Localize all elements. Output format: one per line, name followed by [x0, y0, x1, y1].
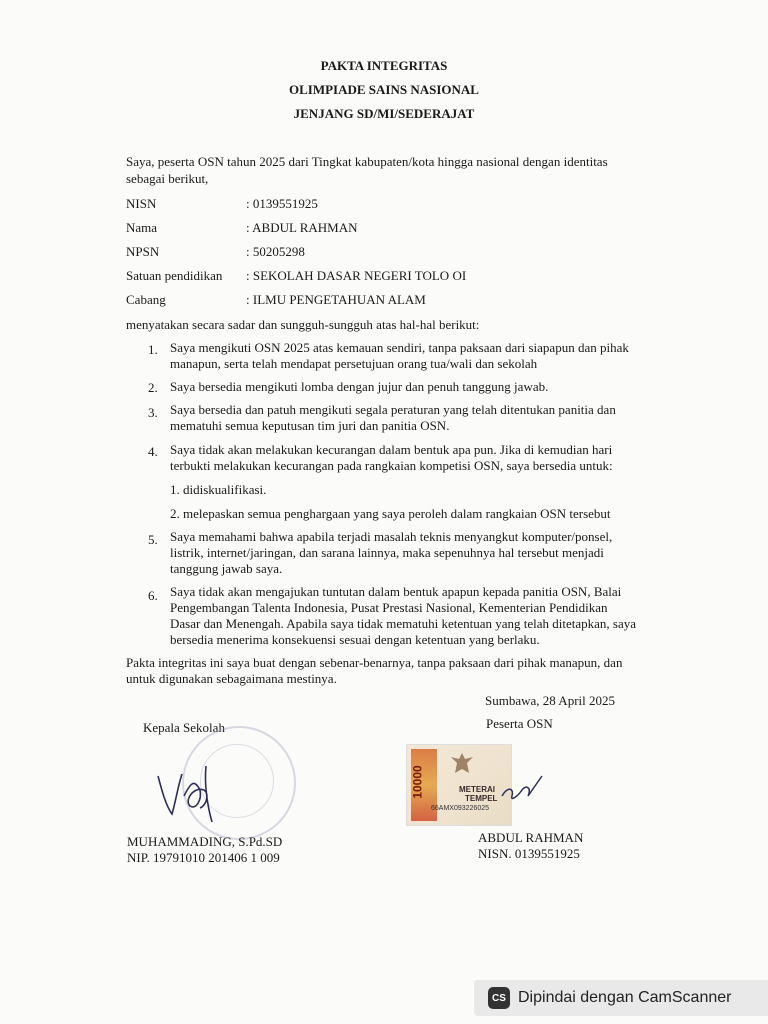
- point-number: 1.: [148, 342, 158, 357]
- participant-name: ABDUL RAHMAN: [478, 830, 584, 845]
- npsn-label: NPSN: [126, 244, 160, 259]
- npsn-value: : 50205298: [246, 244, 305, 259]
- point-6-line-4: bersedia menerima konsekuensi sesuai dengan ketentuan yang berlaku.: [170, 632, 540, 647]
- intro-line-1: Saya, peserta OSN tahun 2025 dari Tingkat kabupaten/kota hingga nasional dengan identitas: [126, 154, 608, 169]
- point-5-line-3: tanggung jawab saya.: [170, 561, 283, 576]
- declaration-line: menyatakan secara sadar dan sungguh-sungguh atas hal-hal berikut:: [126, 317, 480, 332]
- principal-role: Kepala Sekolah: [143, 720, 225, 735]
- nisn-value: : 0139551925: [246, 196, 318, 211]
- school-value: : SEKOLAH DASAR NEGERI TOLO OI: [246, 268, 467, 283]
- materai-label-2: TEMPEL: [465, 794, 498, 803]
- doc-title: PAKTA INTEGRITAS: [320, 58, 448, 73]
- point-4-line-2: terbukti melakukan kecurangan pada rangkaian kompetisi OSN, saya bersedia untuk:: [170, 458, 613, 473]
- principal-nip: NIP. 19791010 201406 1 009: [127, 850, 280, 865]
- doc-level: JENJANG SD/MI/SEDERAJAT: [293, 106, 475, 121]
- point-5-line-2: listrik, internet/jaringan, dan sarana lainnya, maka sepenuhnya hal tersebut menjadi: [170, 545, 604, 560]
- intro-line-2: sebagai berikut,: [126, 171, 209, 186]
- branch-label: Cabang: [126, 292, 166, 307]
- point-number: 4.: [148, 444, 158, 459]
- closing-line-1: Pakta integritas ini saya buat dengan sebenar-benarnya, tanpa paksaan dari pihak manapun, dan: [126, 655, 623, 670]
- point-6-line-1: Saya tidak akan mengajukan tuntutan dalam bentuk apapun kepada panitia OSN, Balai: [170, 584, 622, 599]
- materai-label: [459, 785, 497, 803]
- name-label: Nama: [126, 220, 158, 235]
- point-number: 2.: [148, 380, 158, 395]
- point-3-line-2: mematuhi semua keputusan tim juri dan panitia OSN.: [170, 418, 450, 433]
- place-date: Sumbawa, 28 April 2025: [485, 693, 615, 708]
- participant-signature: [498, 770, 558, 810]
- materai-serial: 66AMX093226025: [431, 805, 489, 812]
- camscanner-watermark: [474, 980, 768, 1016]
- point-2-line-1: Saya bersedia mengikuti lomba dengan jujur dan penuh tanggung jawab.: [170, 379, 549, 394]
- camscanner-text: Dipindai dengan CamScanner: [518, 989, 732, 1006]
- point-number: 5.: [148, 532, 158, 547]
- camscanner-icon: CS: [488, 987, 510, 1009]
- point-1-line-1: Saya mengikuti OSN 2025 atas kemauan sendiri, tanpa paksaan dari siapapun dan pihak: [170, 340, 629, 355]
- garuda-icon: [449, 751, 475, 779]
- principal-signature: [150, 756, 260, 826]
- principal-name: MUHAMMADING, S.Pd.SD: [127, 834, 283, 849]
- participant-role: Peserta OSN: [486, 716, 553, 731]
- subpoint-1: 1. didiskualifikasi.: [170, 482, 267, 497]
- nisn-label: NISN: [126, 196, 157, 211]
- point-5-line-1: Saya memahami bahwa apabila terjadi masalah teknis menyangkut komputer/ponsel,: [170, 529, 613, 544]
- point-6-line-2: Pengembangan Talenta Indonesia, Pusat Prestasi Nasional, Kementerian Pendidikan: [170, 600, 608, 615]
- materai-label-1: METERAI: [459, 785, 495, 794]
- name-value: : ABDUL RAHMAN: [246, 220, 358, 235]
- subpoint-2: 2. melepaskan semua penghargaan yang saya peroleh dalam rangkaian OSN tersebut: [170, 506, 611, 521]
- point-1-line-2: manapun, serta telah mendapat persetujuan orang tua/wali dan sekolah: [170, 356, 538, 371]
- point-number: 3.: [148, 405, 158, 420]
- doc-subtitle: OLIMPIADE SAINS NASIONAL: [289, 82, 479, 97]
- participant-nisn: NISN. 0139551925: [478, 846, 580, 861]
- materai-stamp: [406, 744, 512, 826]
- closing-line-2: untuk digunakan sebagaimana mestinya.: [126, 671, 337, 686]
- point-number: 6.: [148, 588, 158, 603]
- point-3-line-1: Saya bersedia dan patuh mengikuti segala peraturan yang telah ditentukan panitia dan: [170, 402, 616, 417]
- branch-value: : ILMU PENGETAHUAN ALAM: [246, 292, 426, 307]
- school-label: Satuan pendidikan: [126, 268, 223, 283]
- point-4-line-1: Saya tidak akan melakukan kecurangan dalam bentuk apa pun. Jika di kemudian hari: [170, 442, 613, 457]
- materai-amount: 10000: [410, 765, 425, 799]
- point-6-line-3: Dasar dan Menengah. Apabila saya tidak mematuhi ketentuan yang telah ditetapkan, saya: [170, 616, 637, 631]
